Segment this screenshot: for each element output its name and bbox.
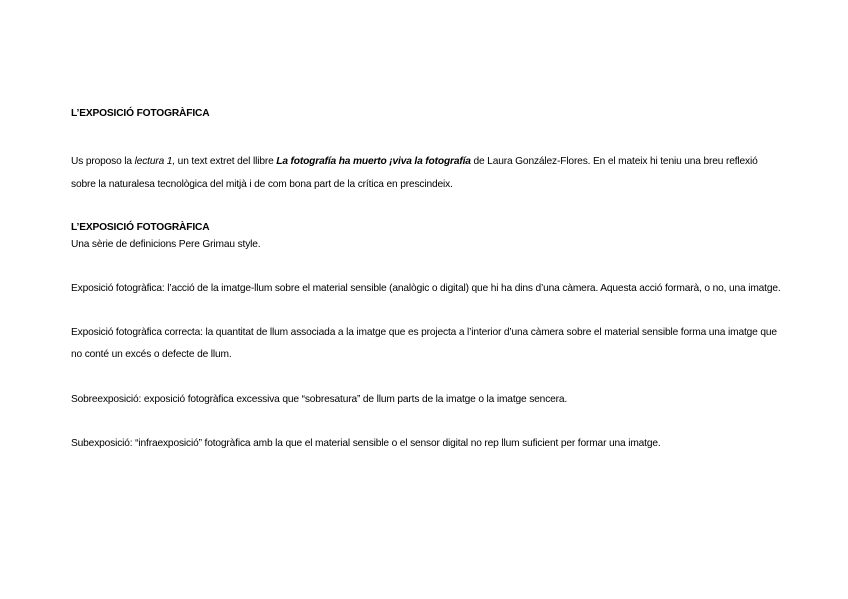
document-body	[71, 107, 781, 456]
definition-sobreexposicio: Sobreexposició: exposició fotogràfica excessiva que “sobresatura” de llum parts de la imatge o la imatge sencera.	[71, 393, 568, 405]
lectura-reference: lectura 1,	[134, 156, 175, 167]
definition-subexposicio: Subexposició: “infraexposició” fotogràfica amb la que el material sensible o el sensor digital no rep llum suficient per formar una imatge.	[71, 438, 661, 449]
section-title: L’EXPOSICIÓ FOTOGRÀFICA	[71, 222, 210, 233]
intro-paragraph	[71, 151, 781, 196]
intro-text-before-lectura: Us proposo la	[71, 156, 135, 167]
definition-exposicio-fotografica: Exposició fotogràfica: l’acció de la imatge-llum sobre el material sensible (analògic o digital) que hi ha dins d’una càmera. Aquesta acció formarà, o no, una imatge.	[71, 283, 781, 294]
intro-text-after-lectura: un text extret del llibre	[175, 156, 277, 167]
intro-text-rest: de Laura González-Flores. En el mateix hi teniu una breu reflexió sobre la naturalesa tecnològica del mitjà i de com bona part de la crítica en prescindeix.	[71, 156, 758, 190]
book-title: La fotografía ha muerto ¡viva la fotografía	[276, 156, 471, 167]
section-subtitle: Una sèrie de definicions Pere Grimau style.	[71, 239, 261, 250]
definition-exposicio-correcta: Exposició fotogràfica correcta: la quantitat de llum associada a la imatge que es projecta a l’interior d’una càmera sobre el material sensible forma una imatge que no conté un excés o defecte de llum.	[71, 326, 777, 360]
document-title: L’EXPOSICIÓ FOTOGRÀFICA	[71, 108, 210, 119]
